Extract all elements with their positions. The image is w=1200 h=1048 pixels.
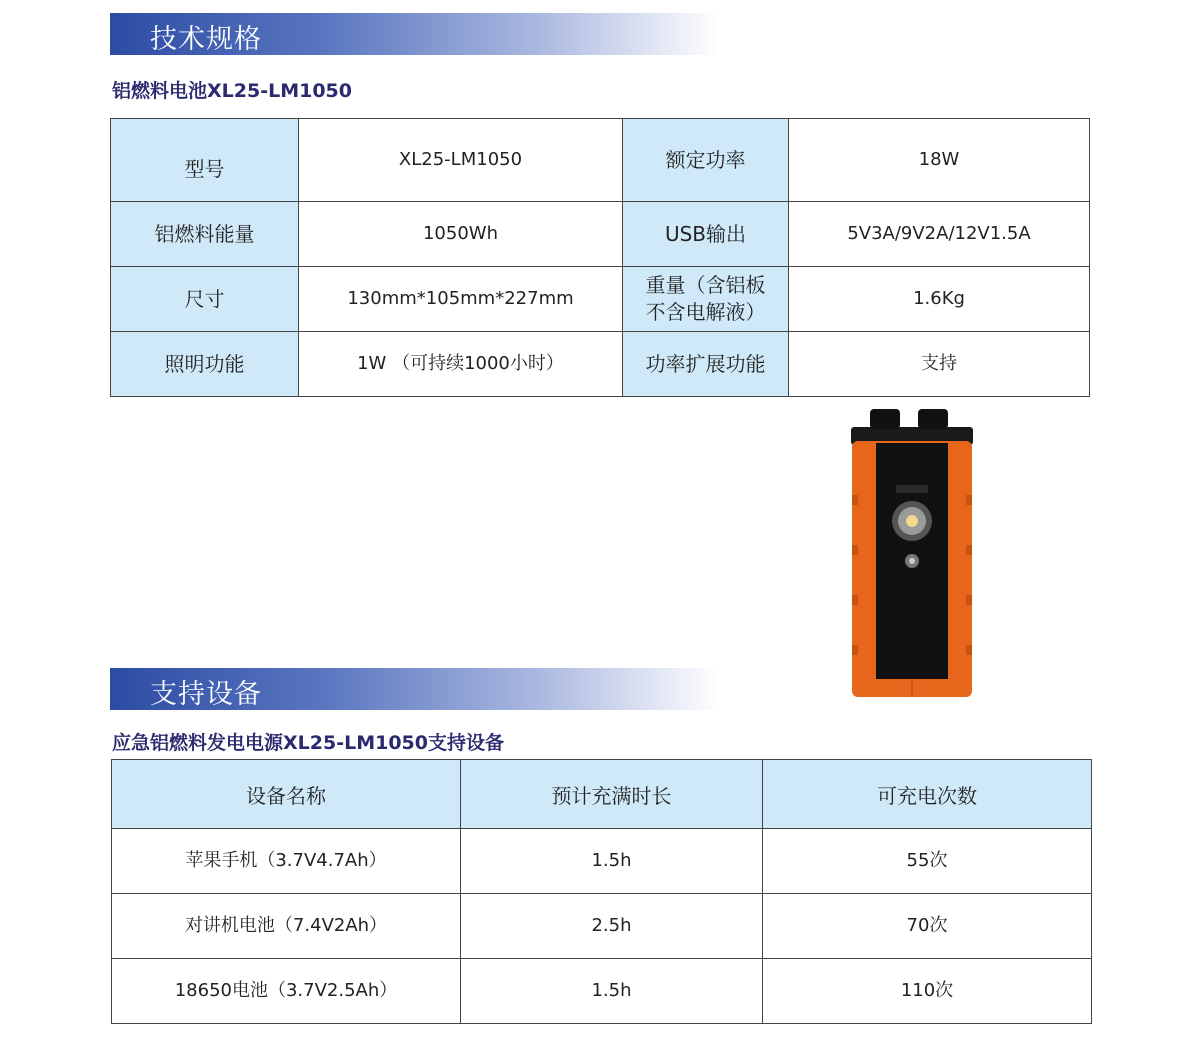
spec-label-lighting: 照明功能 <box>111 332 299 397</box>
spec-value-energy: 1050Wh <box>299 202 623 267</box>
charge-time: 2.5h <box>461 894 763 959</box>
table-row <box>111 119 1090 202</box>
support-subtitle: 应急铝燃料发电电源XL25-LM1050支持设备 <box>112 732 504 754</box>
header-charge-count: 可充电次数 <box>763 760 1092 829</box>
table-row <box>111 267 1090 332</box>
support-section-banner <box>110 668 720 710</box>
table-row <box>112 959 1092 1024</box>
spec-section-banner <box>110 13 720 55</box>
spec-subtitle: 铝燃料电池XL25-LM1050 <box>112 80 352 102</box>
support-section-title: 支持设备 <box>150 679 262 710</box>
table-row <box>112 894 1092 959</box>
spec-label-model: 型号 <box>111 119 299 202</box>
spec-value-weight: 1.6Kg <box>789 267 1090 332</box>
table-row <box>111 202 1090 267</box>
charge-count: 110次 <box>763 959 1092 1024</box>
header-device-name: 设备名称 <box>112 760 461 829</box>
spec-section-title: 技术规格 <box>150 24 262 55</box>
spec-value-lighting: 1W （可持续1000小时） <box>299 332 623 397</box>
spec-value-power-expansion: 支持 <box>789 332 1090 397</box>
device-name: 对讲机电池（7.4V2Ah） <box>112 894 461 959</box>
spec-value-rated-power: 18W <box>789 119 1090 202</box>
spec-label-size: 尺寸 <box>111 267 299 332</box>
spec-label-rated-power: 额定功率 <box>623 119 789 202</box>
product-photo <box>848 405 976 697</box>
spec-table <box>110 118 1090 397</box>
charge-time: 1.5h <box>461 829 763 894</box>
spec-label-weight: 重量（含铝板不含电解液） <box>623 267 789 332</box>
spec-value-usb-output: 5V3A/9V2A/12V1.5A <box>789 202 1090 267</box>
device-table <box>111 759 1092 1024</box>
table-row <box>112 829 1092 894</box>
spec-value-model: XL25-LM1050 <box>299 119 623 202</box>
spec-label-power-expansion: 功率扩展功能 <box>623 332 789 397</box>
charge-time: 1.5h <box>461 959 763 1024</box>
charge-count: 70次 <box>763 894 1092 959</box>
header-charge-time: 预计充满时长 <box>461 760 763 829</box>
spec-label-usb-output: USB输出 <box>623 202 789 267</box>
device-name: 苹果手机（3.7V4.7Ah） <box>112 829 461 894</box>
spec-label-energy: 铝燃料能量 <box>111 202 299 267</box>
charge-count: 55次 <box>763 829 1092 894</box>
device-name: 18650电池（3.7V2.5Ah） <box>112 959 461 1024</box>
spec-value-size: 130mm*105mm*227mm <box>299 267 623 332</box>
table-row <box>111 332 1090 397</box>
table-header-row <box>112 760 1092 829</box>
